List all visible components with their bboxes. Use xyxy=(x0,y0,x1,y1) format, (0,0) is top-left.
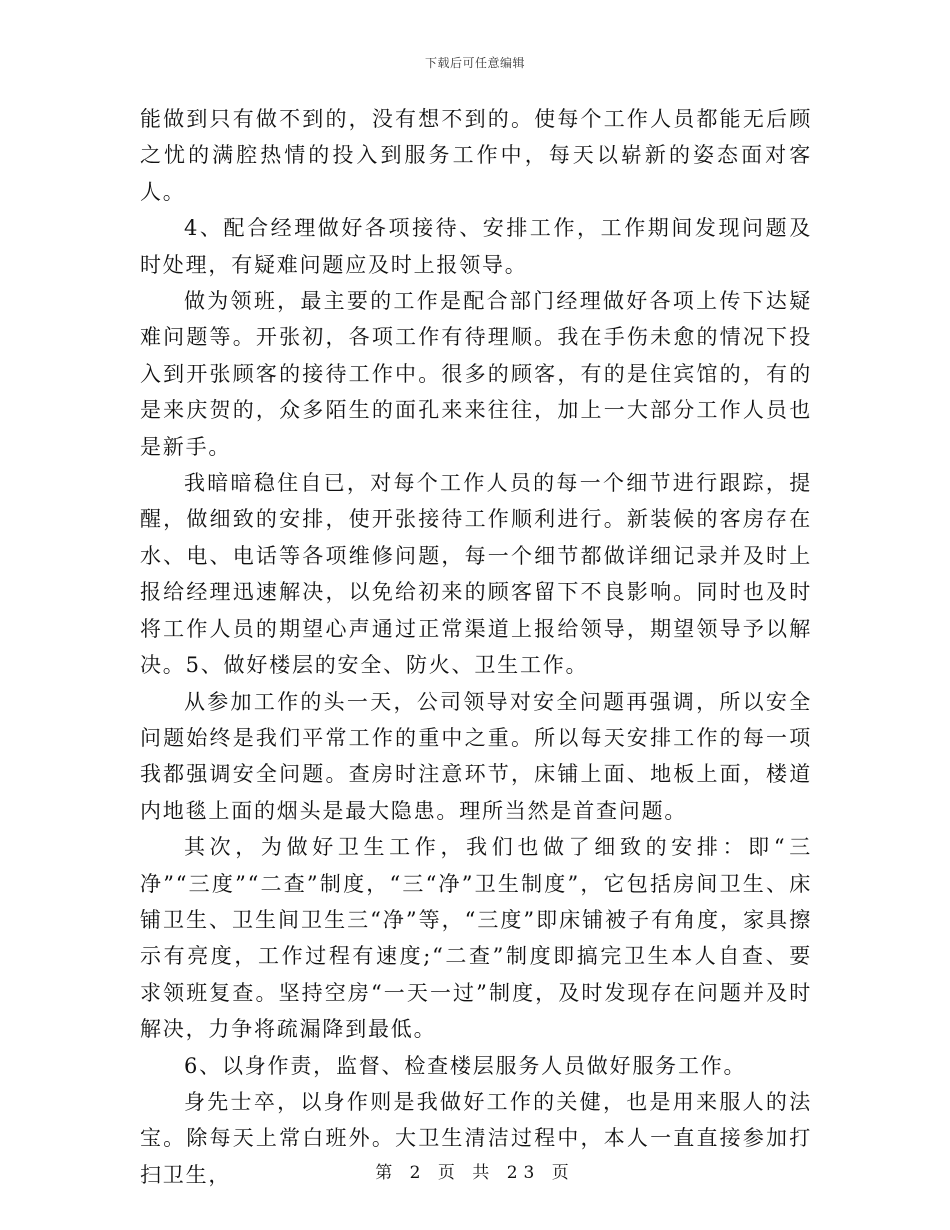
paragraph-7: 6、以身作责，监督、检查楼层服务人员做好服务工作。 xyxy=(184,1053,747,1078)
paragraph-2: 4、配合经理做好各项接待、安排工作，工作期间发现问题及时处理，有疑难问题应及时上报领导。 xyxy=(140,216,812,277)
paragraph-6: 其次，为做好卫生工作，我们也做了细致的安排：即“三净”“三度”“二查”制度，“三“净”卫生制度”，它包括房间卫生、床铺卫生、卫生间卫生三“净”等，“三度”即床铺被子有角度，家具擦示有亮度，工作过程有速度;“二查”制度即搞完卫生本人自查、要求领班复查。坚持空房“一天一过”制度，及时发现存在问题并及时解决，力争将疏漏降到最低。 xyxy=(140,835,812,1042)
body-text xyxy=(140,101,812,1193)
paragraph-1: 能做到只有做不到的，没有想不到的。使每个工作人员都能无后顾之忧的满腔热情的投入到服务工作中，每天以崭新的姿态面对客人。 xyxy=(140,107,812,204)
page-footer: 第 2 页 共 23 页 xyxy=(375,1163,575,1183)
paragraph-4: 我暗暗稳住自已，对每个工作人员的每一个细节进行跟踪，提醒，做细致的安排，使开张接待工作顺利进行。新装候的客房存在水、电、电话等各项维修问题，每一个细节都做详细记录并及时上报给经理迅速解决，以免给初来的顾客留下不良影响。同时也及时将工作人员的期望心声通过正常渠道上报给领导，期望领导予以解决。5、做好楼层的安全、防火、卫生工作。 xyxy=(140,471,812,678)
paragraph-5: 从参加工作的头一天，公司领导对安全问题再强调，所以安全问题始终是我们平常工作的重中之重。所以每天安排工作的每一项我都强调安全问题。查房时注意环节，床铺上面、地板上面，楼道内地毯上面的烟头是最大隐患。理所当然是首查问题。 xyxy=(140,689,812,823)
paragraph-8: 身先士卒，以身作则是我做好工作的关健，也是用来服人的法宝。除每天上常白班外。大卫生清洁过程中，本人一直直接参加打扫卫生， xyxy=(140,1089,812,1187)
paragraph-3: 做为领班，最主要的工作是配合部门经理做好各项上传下达疑难问题等。开张初，各项工作有待理顺。我在手伤未愈的情况下投入到开张顾客的接待工作中。很多的顾客，有的是住宾馆的，有的是来庆贺的，众多陌生的面孔来来往往，加上一大部分工作人员也是新手。 xyxy=(140,289,812,459)
page-header: 下载后可任意编辑 xyxy=(424,56,525,70)
